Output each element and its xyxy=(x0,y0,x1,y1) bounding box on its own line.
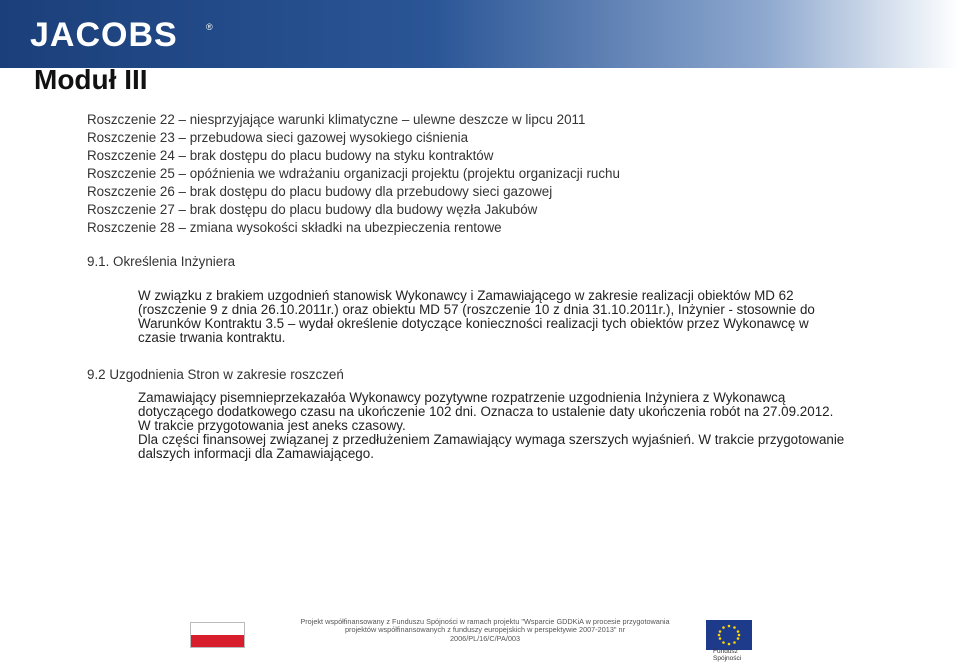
paragraph-line: dalszych informacji dla Zamawiającego. xyxy=(138,446,374,461)
claim-item: Roszczenie 26 – brak dostępu do placu budowy dla przebudowy sieci gazowej xyxy=(87,184,553,199)
claims-list xyxy=(87,111,907,237)
header-banner xyxy=(0,0,959,68)
claim-item: Roszczenie 23 – przebudowa sieci gazowej wysokiego ciśnienia xyxy=(87,130,469,145)
section-heading-9-2: 9.2 Uzgodnienia Stron w zakresie roszczeń xyxy=(87,367,344,382)
footer-line: projektów współfinansowanych z funduszy europejskich w perspektywie 2007-2013" nr xyxy=(344,625,626,635)
jacobs-logo: JACOBS xyxy=(30,16,178,54)
claim-item: Roszczenie 22 – niesprzyjające warunki klimatyczne – ulewne deszcze w lipcu 2011 xyxy=(87,112,586,127)
paragraph-line: (roszczenie 9 z dnia 26.10.2011r.) oraz obiektu MD 57 (roszczenie 10 z dnia 31.10.2011r.), Inżynier - stosownie do xyxy=(138,302,815,317)
page-title: Moduł III xyxy=(34,64,148,95)
paragraph-line: czasie trwania kontraktu. xyxy=(138,330,286,345)
paragraph-line: Zamawiający pisemnieprzekazałóa Wykonawcy pozytywne rozpatrzenie uzgodnienia Inżyniera z Wykonawcą xyxy=(138,390,786,405)
poland-flag-icon xyxy=(190,622,245,648)
claim-item: Roszczenie 27 – brak dostępu do placu budowy dla budowy węzła Jakubów xyxy=(87,202,538,217)
section-9-1-paragraph xyxy=(138,289,908,345)
paragraph-line: Dla części finansowej związanej z przedłużeniem Zamawiający wymaga szerszych wyjaśnień. W trakcie przygotowanie xyxy=(138,432,845,447)
eu-fund-caption xyxy=(713,648,753,662)
paragraph-line: W trakcie przygotowania jest aneks czasowy. xyxy=(138,418,406,433)
paragraph-line: Warunków Kontraktu 3.5 – wydał określenie dotyczące konieczności realizacji tych obiektów przez Wykonawcę w xyxy=(138,316,809,331)
section-9-2-paragraph xyxy=(138,391,908,461)
claim-item: Roszczenie 28 – zmiana wysokości składki na ubezpieczenia rentowe xyxy=(87,220,502,235)
eu-stars-icon xyxy=(706,620,752,650)
footer-line: 2006/PL/16/C/PA/003 xyxy=(449,633,521,643)
footer-line: Projekt współfinansowany z Funduszu Spójności w ramach projektu "Wsparcie GDDKiA w procesie przygotowania xyxy=(300,617,670,626)
paragraph-line: W związku z brakiem uzgodnień stanowisk Wykonawcy i Zamawiającego w zakresie realizacji obiektów MD 62 xyxy=(138,288,794,303)
claim-item: Roszczenie 25 – opóźnienia we wdrażaniu organizacji projektu (projektu organizacji ruchu xyxy=(87,166,620,181)
eu-flag-icon xyxy=(706,620,752,650)
claim-item: Roszczenie 24 – brak dostępu do placu budowy na styku kontraktów xyxy=(87,148,494,163)
registered-mark: ® xyxy=(206,22,213,32)
eu-caption-line: Spójności xyxy=(713,655,742,662)
section-heading-9-1: 9.1. Określenia Inżyniera xyxy=(87,254,236,269)
eu-caption-line: Fundusz xyxy=(713,648,738,655)
paragraph-line: dotyczącego dodatkowego czasu na ukończenie 102 dni. Oznacza to ustalenie daty ukończenia robót na 27.09.2012. xyxy=(138,404,834,419)
footer-funding-note xyxy=(270,618,700,643)
